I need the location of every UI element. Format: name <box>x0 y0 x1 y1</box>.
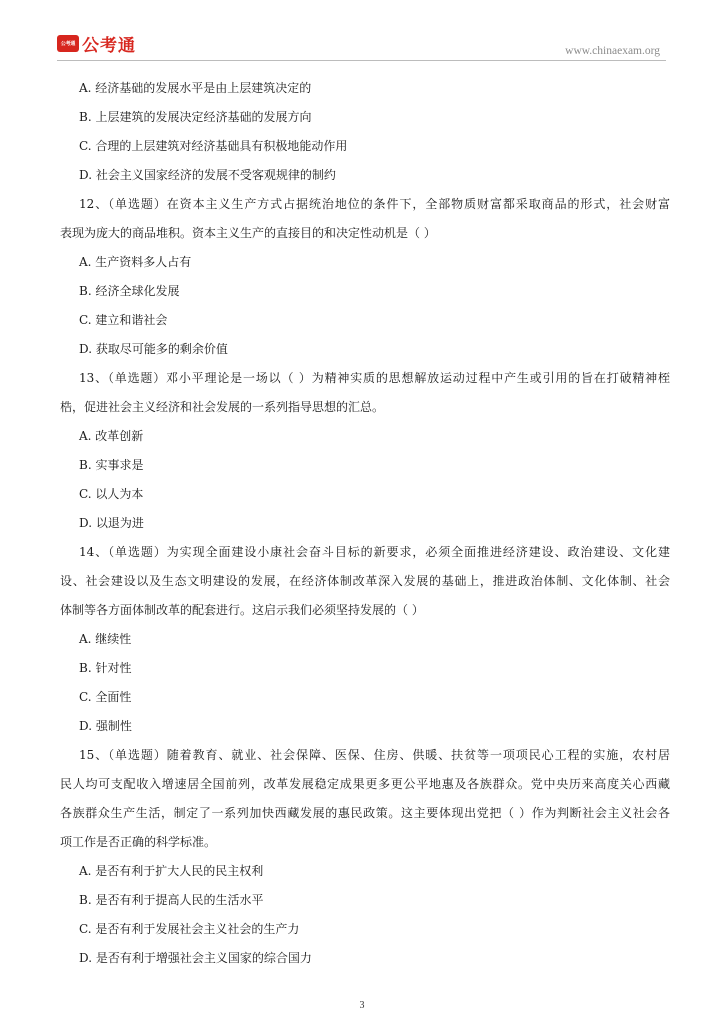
header-divider <box>57 60 666 61</box>
question-text-line: 15、（单选题）随着教育、就业、社会保障、医保、住房、供暖、扶贫等一项项民心工程的实施，农村居 <box>79 748 670 762</box>
answer-option: A. 继续性 <box>79 632 132 646</box>
question-text-line: 13、（单选题）邓小平理论是一场以（ ）为精神实质的思想解放运动过程中产生或引用的旨在打破精神桎 <box>79 371 670 385</box>
answer-option: A. 是否有利于扩大人民的民主权利 <box>79 864 264 878</box>
answer-option: B. 实事求是 <box>79 458 144 472</box>
question-text-line: 12、（单选题）在资本主义生产方式占据统治地位的条件下，全部物质财富都采取商品的形式，社会财富 <box>79 197 670 211</box>
answer-option: D. 强制性 <box>79 719 132 733</box>
page-number: 3 <box>359 1000 365 1011</box>
answer-option: D. 以退为进 <box>79 516 144 530</box>
answer-option: B. 上层建筑的发展决定经济基础的发展方向 <box>79 110 312 124</box>
question-text-line: 梏，促进社会主义经济和社会发展的一系列指导思想的汇总。 <box>60 400 385 414</box>
answer-option: A. 经济基础的发展水平是由上层建筑决定的 <box>79 81 312 95</box>
logo-text: 公考通 <box>82 36 136 56</box>
logo-badge <box>57 35 79 52</box>
answer-option: B. 是否有利于提高人民的生活水平 <box>79 893 264 907</box>
answer-option: D. 社会主义国家经济的发展不受客观规律的制约 <box>79 168 336 182</box>
answer-option: C. 是否有利于发展社会主义社会的生产力 <box>79 922 300 936</box>
question-text-line: 各族群众生产生活，制定了一系列加快西藏发展的惠民政策。这主要体现出党把（ ）作为判断社会主义社会各 <box>60 806 670 820</box>
question-text-line: 14、（单选题）为实现全面建设小康社会奋斗目标的新要求，必须全面推进经济建设、政治建设、文化建 <box>79 545 670 559</box>
site-url: www.chinaexam.org <box>565 45 660 57</box>
answer-option: C. 建立和谐社会 <box>79 313 168 327</box>
question-text-line: 项工作是否正确的科学标准。 <box>60 835 217 849</box>
page-header <box>0 0 724 60</box>
answer-option: B. 针对性 <box>79 661 132 675</box>
answer-option: A. 改革创新 <box>79 429 144 443</box>
question-text-line: 体制等各方面体制改革的配套进行。这启示我们必须坚持发展的（ ） <box>60 603 424 617</box>
answer-option: C. 以人为本 <box>79 487 144 501</box>
logo-badge-text: 公考通 <box>60 41 76 47</box>
answer-option: C. 合理的上层建筑对经济基础具有积极地能动作用 <box>79 139 348 153</box>
answer-option: B. 经济全球化发展 <box>79 284 180 298</box>
question-text-line: 民人均可支配收入增速居全国前列，改革发展稳定成果更多更公平地惠及各族群众。党中央历来高度关心西藏 <box>60 777 670 791</box>
question-text-line: 设、社会建设以及生态文明建设的发展，在经济体制改革深入发展的基础上，推进政治体制、文化体制、社会 <box>60 574 670 588</box>
question-text-line: 表现为庞大的商品堆积。资本主义生产的直接目的和决定性动机是（ ） <box>60 226 436 240</box>
document-body <box>60 74 670 973</box>
answer-option: A. 生产资料多人占有 <box>79 255 192 269</box>
answer-option: C. 全面性 <box>79 690 132 704</box>
answer-option: D. 获取尽可能多的剩余价值 <box>79 342 228 356</box>
answer-option: D. 是否有利于增强社会主义国家的综合国力 <box>79 951 312 965</box>
